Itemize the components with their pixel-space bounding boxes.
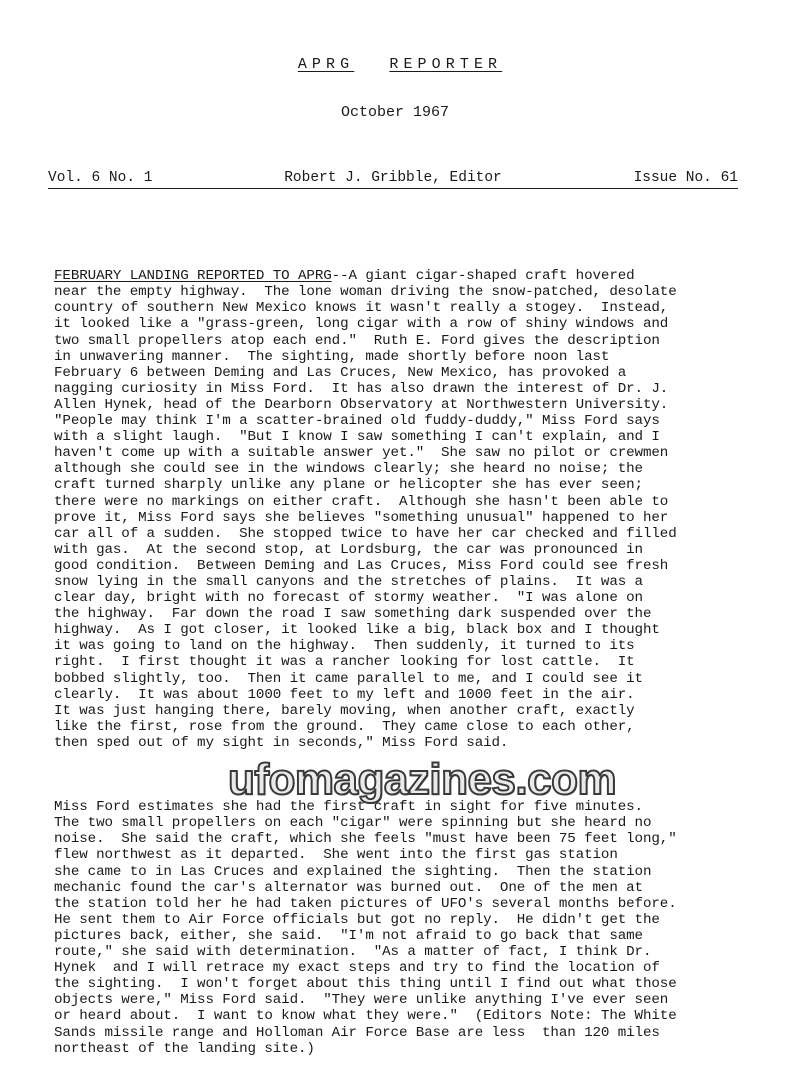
text-line: it was going to land on the highway. Then suddenly, it turned to its — [54, 638, 635, 655]
text-line: pictures back, either, she said. "I'm not afraid to go back that same — [54, 927, 643, 944]
text-line: route," she said with determination. "As a matter of fact, I think Dr. — [54, 944, 652, 961]
text-line: there were no markings on either craft. Although she hasn't been able to — [54, 493, 669, 510]
text-line: she came to in Las Cruces and explained the sighting. Then the station — [54, 863, 652, 880]
text-line: Miss Ford estimates she had the first craft in sight for five minutes. — [54, 799, 643, 816]
text-line: highway. As I got closer, it looked like a big, black box and I thought — [54, 622, 660, 639]
text-line: mechanic found the car's alternator was burned out. One of the men at — [54, 879, 643, 896]
issue-info-bar — [48, 170, 738, 189]
newsletter-masthead — [0, 56, 800, 73]
text-line: the station told her he had taken pictures of UFO's several months before. — [54, 895, 677, 912]
text-line: flew northwest as it departed. She went into the first gas station — [54, 847, 618, 864]
masthead-title-part2: REPORTER — [389, 56, 503, 73]
text-line: near the empty highway. The lone woman driving the snow-patched, desolate — [54, 284, 677, 301]
issue-date: October 1967 — [340, 104, 450, 121]
text-line: then sped out of my sight in seconds," Miss Ford said. — [54, 734, 509, 751]
text-line: like the first, rose from the ground. They came close to each other, — [54, 718, 635, 735]
text-line: country of southern New Mexico knows it wasn't really a stogey. Instead, — [54, 300, 669, 317]
text-line: although she could see in the windows clearly; she heard no noise; the — [54, 461, 643, 478]
text-line: Allen Hynek, head of the Dearborn Observatory at Northwestern University. — [54, 396, 669, 413]
article-paragraph-1 — [54, 268, 754, 751]
text-line: February 6 between Deming and Las Cruces, New Mexico, has provoked a — [54, 364, 627, 381]
site-watermark: ufomagazines.com — [228, 755, 617, 804]
text-line: right. I first thought it was a rancher looking for lost cattle. It — [54, 654, 635, 671]
text-line: two small propellers atop each end." Ruth E. Ford gives the description — [54, 332, 660, 349]
text-line: bobbed slightly, too. Then it came parallel to me, and I could see it — [54, 670, 643, 687]
text-line: with a slight laugh. "But I know I saw something I can't explain, and I — [54, 429, 660, 446]
text-line: haven't come up with a suitable answer yet." She saw no pilot or crewmen — [54, 445, 669, 462]
text-line: the highway. Far down the road I saw something dark suspended over the — [54, 606, 652, 623]
masthead-title-part1: APRG — [297, 56, 355, 73]
text-line: clear day, bright with no forecast of stormy weather. "I was alone on — [54, 590, 643, 607]
text-line: snow lying in the small canyons and the stretches of plains. It was a — [54, 573, 643, 590]
text-line: noise. She said the craft, which she feels "must have been 75 feet long," — [54, 831, 677, 848]
text-line: It was just hanging there, barely moving, when another craft, exactly — [54, 702, 635, 719]
text-line: in unwavering manner. The sighting, made shortly before noon last — [54, 348, 610, 365]
text-line: prove it, Miss Ford says she believes "something unusual" happened to her — [54, 509, 669, 526]
text-line: "People may think I'm a scatter-brained old fuddy-duddy," Miss Ford says — [54, 413, 660, 430]
text-line: with gas. At the second stop, at Lordsburg, the car was pronounced in — [54, 541, 643, 558]
text-line: The two small propellers on each "cigar" were spinning but she heard no — [54, 815, 652, 832]
issue-number: Issue No. 61 — [633, 170, 738, 186]
text-line: craft turned sharply unlike any plane or helicopter she has ever seen; — [54, 477, 643, 494]
editor-credit: Robert J. Gribble, Editor — [284, 170, 502, 186]
text-line: or heard about. I want to know what they were." (Editors Note: The White — [54, 1008, 677, 1025]
text-line: nagging curiosity in Miss Ford. It has also drawn the interest of Dr. J. — [54, 380, 669, 397]
article-body — [54, 236, 754, 1089]
text-line: it looked like a "grass-green, long cigar with a row of shiny windows and — [54, 316, 669, 333]
text-line: objects were," Miss Ford said. "They were unlike anything I've ever seen — [54, 992, 669, 1009]
text-line: northeast of the landing site.) — [54, 1040, 315, 1057]
text-line: Sands missile range and Holloman Air Force Base are less than 120 miles — [54, 1024, 660, 1041]
text-line: clearly. It was about 1000 feet to my left and 1000 feet in the air. — [54, 686, 635, 703]
text-line: --A giant cigar-shaped craft hovered — [331, 268, 635, 285]
text-line: car all of a sudden. She stopped twice to have her car checked and filled — [54, 525, 677, 542]
article-headline: FEBRUARY LANDING REPORTED TO APRG — [54, 268, 332, 285]
article-paragraph-2 — [54, 799, 754, 1057]
volume-number: Vol. 6 No. 1 — [48, 170, 153, 186]
text-line: Hynek and I will retrace my exact steps and try to find the location of — [54, 960, 660, 977]
text-line: He sent them to Air Force officials but got no reply. He didn't get the — [54, 911, 660, 928]
text-line: the sighting. I won't forget about this thing until I find out what those — [54, 976, 677, 993]
text-line: good condition. Between Deming and Las Cruces, Miss Ford could see fresh — [54, 557, 669, 574]
